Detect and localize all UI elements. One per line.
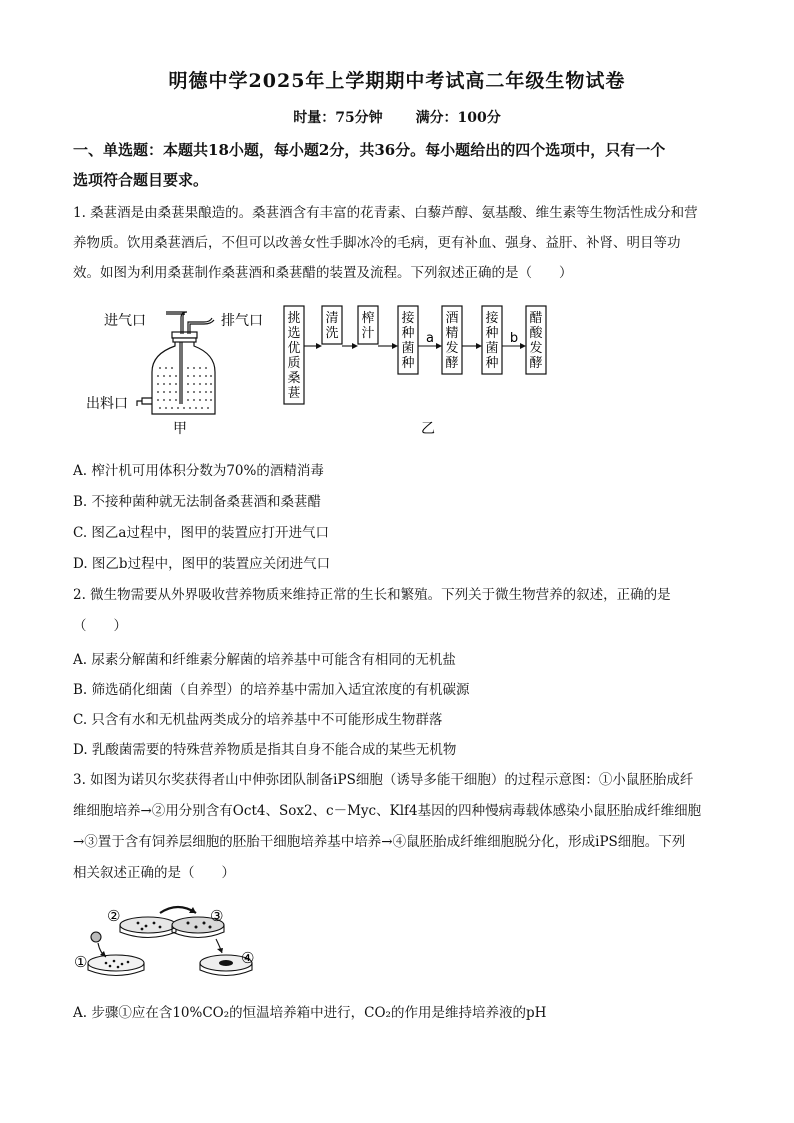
section-heading-line1: 一、单选题：本题共18小题，每小题2分，共36分。每小题给出的四个选项中，只有一个: [73, 141, 666, 159]
flow-arrowhead: [520, 343, 526, 349]
flow-step-label: 酒精发酵: [445, 311, 459, 371]
q1-text-line3: 效。如图为利用桑葚制作桑葚酒和桑葚醋的装置及流程。下列叙述正确的是（ ）: [73, 265, 573, 281]
flow-step-label: 清洗: [325, 311, 339, 341]
fermentation-apparatus: [137, 312, 215, 414]
discharge-label: 出料口: [86, 396, 128, 412]
flow-arrowhead: [352, 343, 358, 349]
jia-label: 甲: [173, 421, 187, 437]
step-1-marker: ①: [74, 953, 88, 971]
section-heading-line2: 选项符合题目要求。: [73, 171, 209, 189]
q2-text-line2: （ ）: [73, 618, 127, 634]
arrow-a-label: a: [426, 331, 434, 346]
q1-option-a: A. 榨汁机可用体积分数为70%的酒精消毒: [73, 463, 324, 479]
q2-text-line1: 2. 微生物需要从外界吸收营养物质来维持正常的生长和繁殖。下列关于微生物营养的叙述，正确的是: [73, 587, 671, 603]
score-label: 满分：100分: [415, 110, 501, 126]
q3-figure: [70, 903, 270, 998]
flow-step-label: 接种菌种: [401, 311, 415, 371]
q2-option-a: A. 尿素分解菌和纤维素分解菌的培养基中可能含有相同的无机盐: [73, 652, 456, 668]
step-2-marker: ②: [107, 907, 121, 925]
q3-text-line2: 维细胞培养→②用分别含有Oct4、Sox2、c－Myc、Klf4基因的四种慢病毒载体感染小鼠胚胎成纤维细胞: [73, 803, 702, 819]
q1-option-d: D. 图乙b过程中，图甲的装置应关闭进气口: [73, 556, 331, 572]
flow-arrowhead: [316, 343, 322, 349]
liquid-dots: [157, 367, 212, 409]
flow-step-label: 接种菌种: [485, 311, 499, 371]
exam-title: 明德中学2025年上学期期中考试高二年级生物试卷: [168, 70, 626, 92]
q1-text-line2: 养物质。饮用桑葚酒后，不但可以改善女性手脚冰冷的毛病，更有补血、强身、益肝、补肾、明目等功: [73, 235, 681, 251]
step-4-marker: ④: [241, 949, 255, 967]
outlet-label: 排气口: [221, 313, 263, 329]
q2-option-c: C. 只含有水和无机盐两类成分的培养基中不可能形成生物群落: [73, 712, 443, 728]
q3-text-line3: →③置于含有饲养层细胞的胚胎干细胞培养基中培养→④鼠胚胎成纤维细胞脱分化，形成iPS细胞。下列: [73, 834, 686, 850]
q3-text-line4: 相关叙述正确的是（ ）: [73, 865, 235, 881]
q1-option-b: B. 不接种菌种就无法制备桑葚酒和桑葚醋: [73, 494, 322, 510]
time-label: 时量：75分钟: [293, 110, 383, 126]
flow-step-label: 榨汁: [361, 311, 375, 341]
inlet-label: 进气口: [104, 313, 146, 329]
flow-step-label: 挑选优质桑葚: [287, 311, 301, 401]
exam-subtitle: [0, 107, 794, 127]
arrow-b-label: b: [509, 331, 519, 346]
q2-option-b: B. 筛选硝化细菌（自养型）的培养基中需加入适宜浓度的有机碳源: [73, 682, 470, 698]
q1-option-c: C. 图乙a过程中，图甲的装置应打开进气口: [73, 525, 329, 541]
flow-arrowhead: [476, 343, 482, 349]
step-3-marker: ③: [210, 907, 224, 925]
q3-option-a: A. 步骤①应在含10%CO₂的恒温培养箱中进行，CO₂的作用是维持培养液的pH: [73, 1005, 547, 1021]
q1-figure: [80, 298, 580, 443]
q3-text-line1: 3. 如图为诺贝尔奖获得者山中伸弥团队制备iPS细胞（诱导多能干细胞）的过程示意图：①小鼠胚胎成纤: [73, 772, 694, 788]
q2-option-d: D. 乳酸菌需要的特殊营养物质是指其自身不能合成的某些无机物: [73, 742, 457, 758]
flow-arrowhead: [392, 343, 398, 349]
yi-label: 乙: [421, 421, 435, 437]
flow-arrowhead: [436, 343, 442, 349]
q1-text-line1: 1. 桑葚酒是由桑葚果酿造的。桑葚酒含有丰富的花青素、白藜芦醇、氨基酸、维生素等生物活性成分和营: [73, 205, 698, 221]
flow-step-label: 醋酸发酵: [529, 311, 543, 371]
process-flow: [284, 306, 546, 404]
